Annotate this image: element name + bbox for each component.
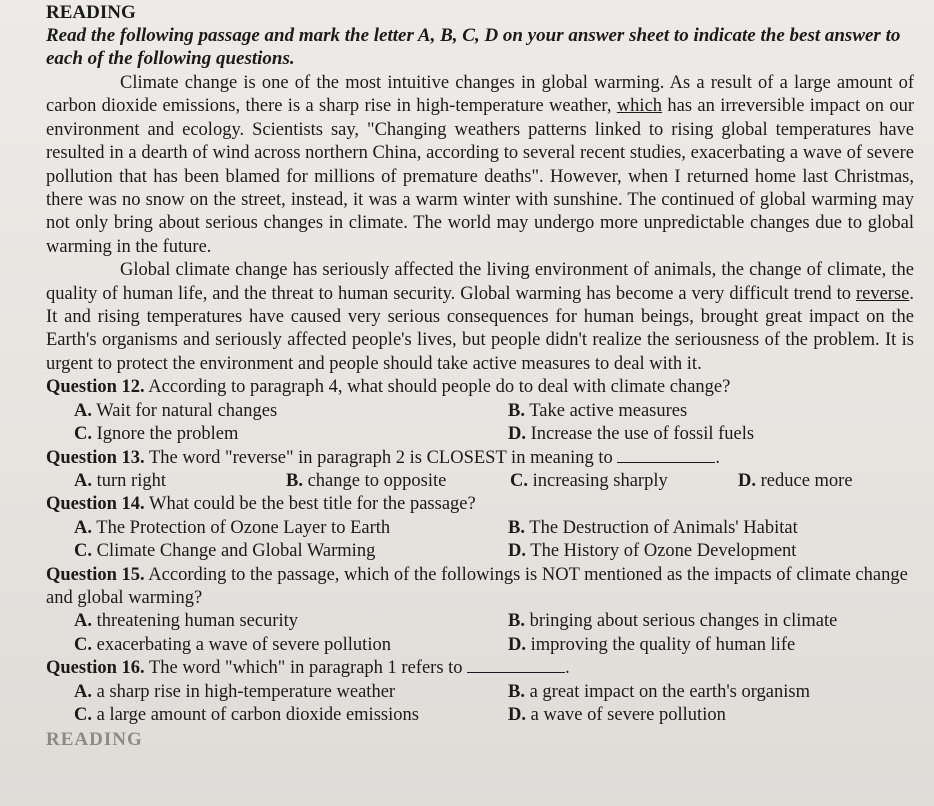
option-c[interactable]: C. Ignore the problem	[74, 424, 239, 445]
question-text: The word "which" in paragraph 1 refers to	[148, 658, 463, 679]
paragraph-2	[46, 259, 914, 376]
option-d[interactable]: D. Increase the use of fossil fuels	[508, 424, 755, 445]
option-d[interactable]: D. reduce more	[738, 470, 853, 491]
section-heading: READING	[46, 2, 136, 23]
paragraph-1-underlined: which	[616, 96, 663, 117]
options	[74, 400, 914, 447]
paragraph-1-after: has an irreversible impact on our environment and ecology. Scientists say, "Changing weathers patterns linked to rising global temperatures have resulted in a dearth of wind across northern China, according to several recent studies, exacerbating a wave of severe pollution that has been blamed for millions of premature deaths". However, when I returned home last Christmas, there was no snow on the street, instead, it was a warm winter with sunshine. The continued of global warming may not only bring about serious changes in climate. The world may undergo more unpredictable changes due to global warming in the future.	[46, 96, 914, 257]
question-16: Question 16. The word "which" in paragraph 1 refers to . A. a sharp rise in high-temperature weather B. a great impact on the earth's organism C. a large amount of carbon dioxide emissions D. a wave of severe pollution	[46, 657, 914, 727]
answer-blank	[617, 448, 715, 463]
options	[74, 610, 914, 657]
partial-next-heading: READING	[46, 729, 143, 751]
paragraph-1-before: Climate change is one of the most intuitive changes in global warming. As a result of a large amount of carbon dioxide emissions, there is a sharp rise in high-temperature weather,	[46, 73, 914, 117]
option-a[interactable]: A. Wait for natural changes	[74, 400, 278, 421]
option-d[interactable]: D. improving the quality of human life	[508, 634, 796, 655]
options	[74, 470, 914, 493]
answer-blank	[467, 658, 565, 673]
instructions: Read the following passage and mark the letter A, B, C, D on your answer sheet to indicate the best answer to each of the following questions.	[46, 25, 901, 69]
option-c[interactable]: C. Climate Change and Global Warming	[74, 541, 376, 562]
option-d[interactable]: D. The History of Ozone Development	[508, 541, 797, 562]
option-d[interactable]: D. a wave of severe pollution	[508, 704, 726, 725]
option-a[interactable]: A. a sharp rise in high-temperature weather	[74, 681, 396, 702]
question-number: Question 12.	[46, 377, 145, 398]
paragraph-2-after: . It and rising temperatures have caused very serious consequences for human beings, brought great impact on the Earth's organisms and seriously affected people's lives, but people didn't realize the seriousness of the problem. It is urgent to protect the environment and people should take active measures to deal with it.	[46, 283, 914, 374]
question-13: Question 13. The word "reverse" in paragraph 2 is CLOSEST in meaning to . A. turn right B. change to opposite C. increasing sharply D. reduce more	[46, 447, 914, 494]
question-number: Question 15.	[46, 564, 145, 585]
option-b[interactable]: B. The Destruction of Animals' Habitat	[508, 517, 798, 538]
options	[74, 517, 914, 564]
question-text: The word "reverse" in paragraph 2 is CLOSEST in meaning to	[148, 447, 613, 468]
option-b[interactable]: B. change to opposite	[286, 470, 447, 491]
paragraph-2-before: Global climate change has seriously affected the living environment of animals, the change of climate, the quality of human life, and the threat to human security. Global warming has become a very difficult trend to	[46, 260, 914, 304]
question-number: Question 14.	[46, 494, 145, 515]
option-a[interactable]: A. threatening human security	[74, 611, 299, 632]
options	[74, 681, 914, 728]
question-text: According to paragraph 4, what should people do to deal with climate change?	[148, 377, 731, 398]
option-c[interactable]: C. exacerbating a wave of severe pollution	[74, 634, 391, 655]
question-number: Question 16.	[46, 658, 145, 679]
option-c[interactable]: C. a large amount of carbon dioxide emissions	[74, 704, 419, 725]
question-number: Question 13.	[46, 447, 145, 468]
question-text: What could be the best title for the passage?	[148, 494, 476, 515]
option-a[interactable]: A. The Protection of Ozone Layer to Earth	[74, 517, 391, 538]
question-12	[46, 376, 914, 446]
option-c[interactable]: C. increasing sharply	[510, 470, 668, 491]
question-text: According to the passage, which of the followings is NOT mentioned as the impacts of climate change and global warming?	[46, 564, 908, 608]
option-a[interactable]: A. turn right	[74, 470, 166, 491]
paragraph-1	[46, 72, 914, 259]
option-b[interactable]: B. Take active measures	[508, 400, 688, 421]
option-b[interactable]: B. a great impact on the earth's organism	[508, 681, 810, 702]
paragraph-2-underlined: reverse	[855, 283, 910, 304]
question-14	[46, 493, 914, 563]
option-b[interactable]: B. bringing about serious changes in climate	[508, 611, 838, 632]
question-15	[46, 564, 914, 658]
